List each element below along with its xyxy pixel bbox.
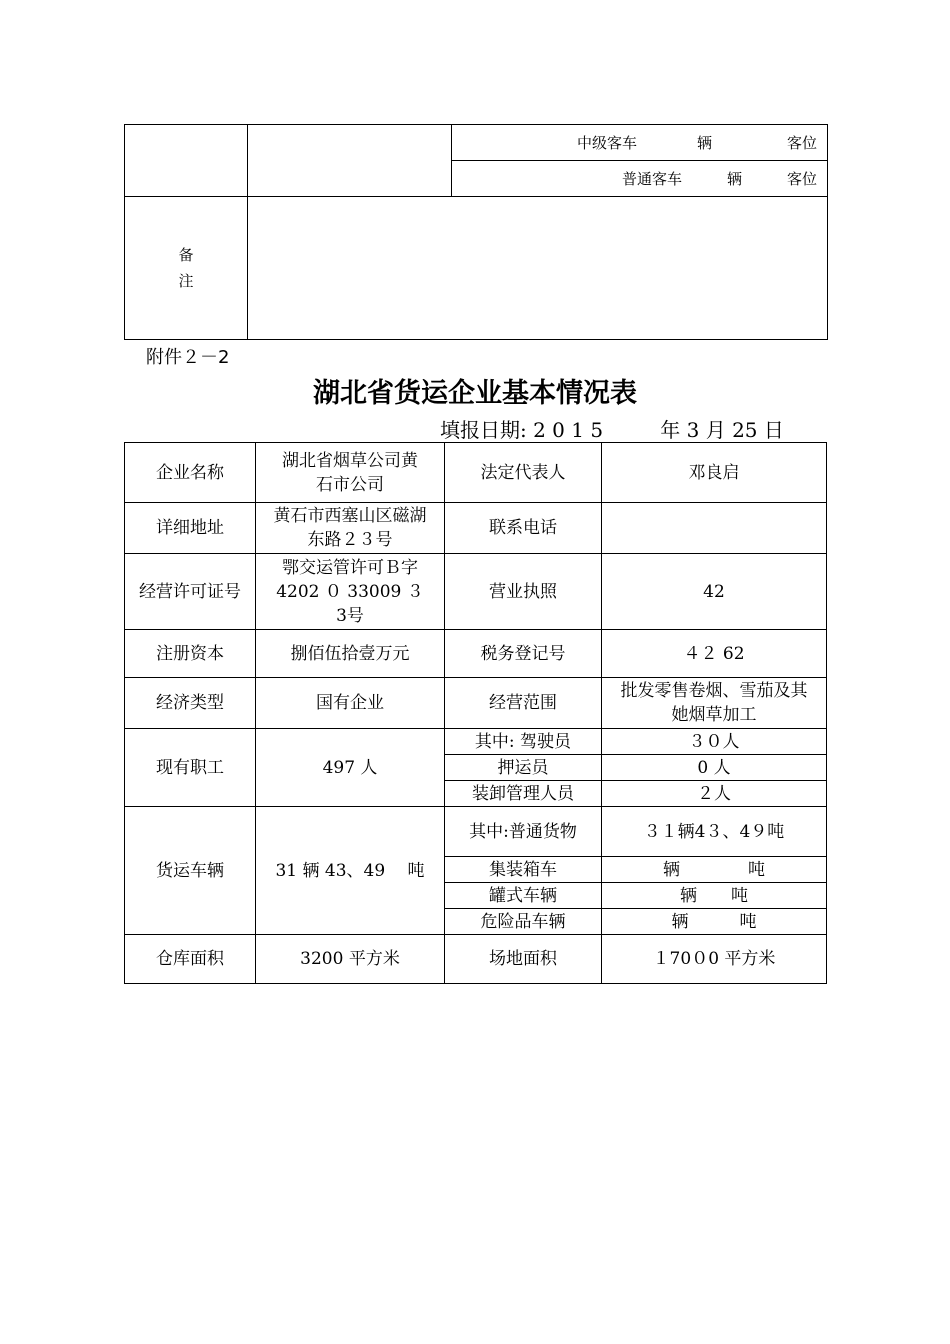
field-label: 货运车辆 [125, 807, 256, 935]
field-value: 42 [602, 554, 827, 630]
table-row [125, 678, 827, 729]
field-value: 497 人 [256, 729, 445, 807]
field-value: 湖北省烟草公司黄石市公司 [256, 443, 445, 503]
field-label: 经济类型 [125, 678, 256, 729]
remarks-label [125, 197, 248, 340]
remarks-char: 注 [178, 272, 194, 290]
table-row [125, 443, 827, 503]
sub-value: ３１辆4３、4９吨 [602, 807, 827, 857]
table-row [125, 503, 827, 554]
field-label: 详细地址 [125, 503, 256, 554]
field-label: 经营范围 [445, 678, 602, 729]
table-row [125, 630, 827, 678]
sub-label: 罐式车辆 [445, 883, 602, 909]
sub-label: 押运员 [445, 755, 602, 781]
field-value: 31 辆 43、49 吨 [256, 807, 445, 935]
table-row [125, 554, 827, 630]
field-value: 批发零售卷烟、雪茄及其她烟草加工 [602, 678, 827, 729]
regular-bus-cell: 普通客车 辆 客位 [452, 161, 828, 197]
field-value: 邓良启 [602, 443, 827, 503]
sub-value: 辆 吨 [602, 883, 827, 909]
field-label: 法定代表人 [445, 443, 602, 503]
field-value: １70０0 平方米 [602, 935, 827, 984]
remarks-char: 备 [178, 246, 194, 264]
sub-label: 集装箱车 [445, 857, 602, 883]
field-label: 经营许可证号 [125, 554, 256, 630]
field-label: 企业名称 [125, 443, 256, 503]
page-title: 湖北省货运企业基本情况表 [313, 378, 637, 409]
field-label: 营业执照 [445, 554, 602, 630]
company-info-table [124, 442, 827, 984]
field-value [602, 503, 827, 554]
field-value: 黄石市西塞山区磁湖东路２３号 [256, 503, 445, 554]
vehicle-remarks-table [124, 124, 828, 340]
field-label: 现有职工 [125, 729, 256, 807]
table-row [125, 935, 827, 984]
sub-label: 装卸管理人员 [445, 781, 602, 807]
empty-cell [248, 125, 452, 197]
field-value: 捌佰伍拾壹万元 [256, 630, 445, 678]
field-value: ４２ 62 [602, 630, 827, 678]
field-label: 税务登记号 [445, 630, 602, 678]
field-value: 鄂交运管许可Ｂ字4202 ０ 33009 ３ 3号 [256, 554, 445, 630]
field-value: 国有企业 [256, 678, 445, 729]
mid-bus-cell: 中级客车 辆 客位 [452, 125, 828, 161]
sub-value: 0 人 [602, 755, 827, 781]
attachment-label: 附件２－2 [146, 347, 230, 368]
field-label: 联系电话 [445, 503, 602, 554]
sub-value: 辆 吨 [602, 909, 827, 935]
sub-value: ２人 [602, 781, 827, 807]
field-label: 仓库面积 [125, 935, 256, 984]
field-label: 场地面积 [445, 935, 602, 984]
table-row [125, 807, 827, 857]
sub-value: ３０人 [602, 729, 827, 755]
remarks-content [248, 197, 828, 340]
sub-label: 其中: 驾驶员 [445, 729, 602, 755]
field-label: 注册资本 [125, 630, 256, 678]
table-row [125, 729, 827, 755]
field-value: 3200 平方米 [256, 935, 445, 984]
empty-cell [125, 125, 248, 197]
sub-label: 危险品车辆 [445, 909, 602, 935]
sub-label: 其中:普通货物 [445, 807, 602, 857]
fill-date: 填报日期: 2 0 1 5 年 3 月 25 日 [440, 418, 784, 442]
sub-value: 辆 吨 [602, 857, 827, 883]
